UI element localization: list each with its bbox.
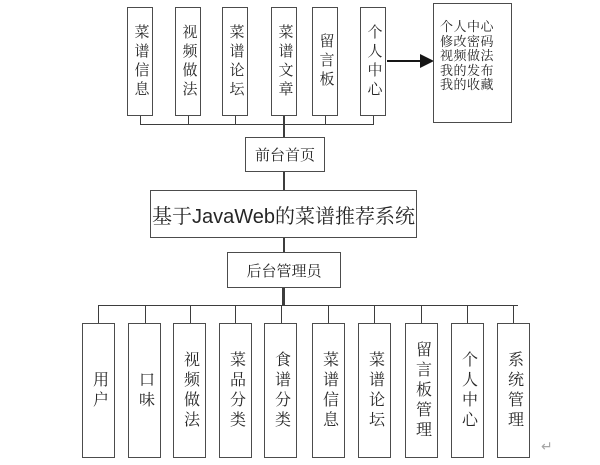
top-item-recipe-forum: 菜谱论坛 (222, 7, 248, 116)
connector-stub (328, 305, 329, 323)
connector-stub (188, 116, 189, 124)
bottom-item-system-mgmt: 系统管理 (497, 323, 530, 458)
personal-center-detail-box (433, 3, 512, 123)
connector-stub (235, 116, 236, 124)
connector-stub (513, 305, 514, 323)
paragraph-return-mark: ↵ (541, 438, 553, 454)
connector-stub (190, 305, 191, 323)
axis-line (283, 116, 285, 137)
bottom-connector-line (98, 305, 518, 306)
bottom-item-recipe-category: 食谱分类 (264, 323, 297, 458)
bottom-item-taste: 口味 (128, 323, 161, 458)
top-connector-line (140, 124, 374, 125)
detail-line: 视频做法 (440, 48, 495, 63)
admin-box: 后台管理员 (227, 252, 341, 288)
detail-line: 个人中心 (440, 19, 495, 34)
bottom-item-dish-category: 菜品分类 (219, 323, 252, 458)
axis-line (283, 238, 285, 252)
connector-stub (145, 305, 146, 323)
detail-line: 修改密码 (440, 33, 495, 49)
bottom-item-personal-center: 个人中心 (451, 323, 484, 458)
detail-line: 我的发布 (440, 62, 495, 78)
connector-stub (281, 305, 282, 323)
bottom-item-recipe-forum: 菜谱论坛 (358, 323, 391, 458)
bottom-item-video-method: 视频做法 (173, 323, 206, 458)
detail-line: 我的收藏 (440, 77, 495, 92)
top-item-video-method: 视频做法 (175, 7, 201, 116)
bottom-item-recipe-info: 菜谱信息 (312, 323, 345, 458)
connector-stub (98, 305, 99, 323)
top-item-message-board: 留言板 (312, 7, 338, 116)
connector-stub (421, 305, 422, 323)
front-home-box: 前台首页 (245, 137, 325, 172)
top-item-recipe-article: 菜谱文章 (271, 7, 297, 116)
arrow-head-icon (420, 54, 434, 68)
bottom-item-message-board-mgmt: 留言板管理 (405, 323, 438, 458)
top-item-recipe-info: 菜谱信息 (127, 7, 153, 116)
axis-line (282, 288, 285, 306)
connector-stub (467, 305, 468, 323)
axis-line (283, 172, 285, 190)
connector-stub (374, 305, 375, 323)
connector-stub (140, 116, 141, 124)
personal-center-arrow-line (387, 60, 422, 62)
bottom-item-user: 用户 (82, 323, 115, 458)
connector-stub (325, 116, 326, 124)
system-root-box: 基于JavaWeb的菜谱推荐系统 (150, 190, 417, 238)
connector-stub (373, 116, 374, 124)
connector-stub (235, 305, 236, 323)
top-item-personal-center: 个人中心 (360, 7, 386, 116)
